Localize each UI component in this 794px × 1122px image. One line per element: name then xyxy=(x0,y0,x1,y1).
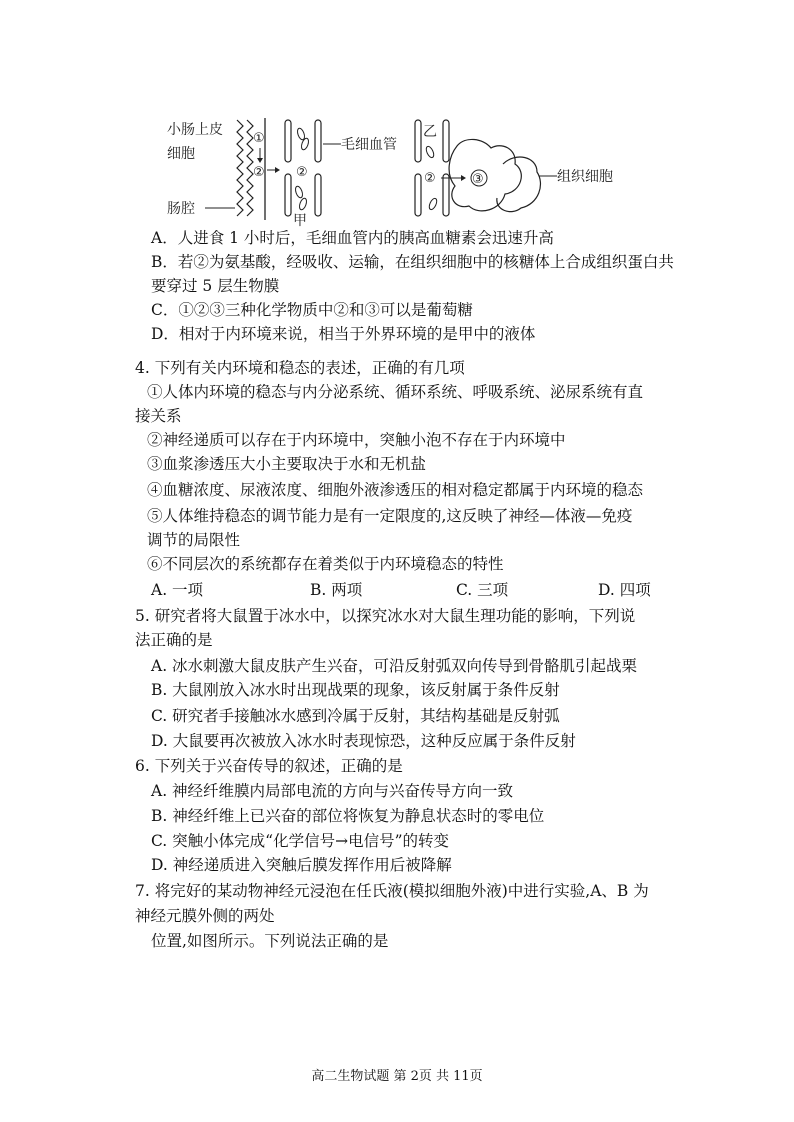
marker-3: ③ xyxy=(472,172,484,187)
red-blood-cell xyxy=(425,145,436,158)
arrowhead-1 xyxy=(257,158,263,163)
q6-option-b: B. 神经纤维上已兴奋的部位将恢复为静息状态时的零电位 xyxy=(151,807,545,825)
red-blood-cell xyxy=(298,197,308,210)
capillary-jia-wall-2 xyxy=(285,174,291,216)
arrowhead-2-left xyxy=(275,167,280,173)
capillary-yi-wall-3 xyxy=(443,120,449,162)
q3-option-c: C．①②③三种化学物质中②和③可以是葡萄糖 xyxy=(151,301,473,319)
q4-stem: 4. 下列有关内环境和稳态的表述，正确的有几项 xyxy=(135,359,465,377)
q6-option-c: C. 突触小体完成“化学信号→电信号”的转变 xyxy=(151,832,449,850)
q6-option-a: A. 神经纤维膜内局部电流的方向与兴奋传导方向一致 xyxy=(151,782,514,800)
q4-option-a: A. 一项 xyxy=(151,581,204,599)
q4-item-3: ③血浆渗透压大小主要取决于水和无机盐 xyxy=(147,455,427,473)
diagram-svg xyxy=(165,112,635,230)
q4-item-2: ②神经递质可以存在于内环境中，突触小泡不存在于内环境中 xyxy=(147,431,566,449)
capillary-yi-wall-2 xyxy=(415,174,421,216)
page-footer: 高二生物试题 第 2页 共 11页 xyxy=(311,1069,483,1084)
q4-option-c: C. 三项 xyxy=(456,581,509,599)
villi-edge-left xyxy=(237,120,243,216)
q6-option-d: D. 神经递质进入突触后膜发挥作用后被降解 xyxy=(151,856,452,874)
capillary-jia-wall-3 xyxy=(315,120,321,162)
q4-item-5: ⑤人体维持稳态的调节能力是有一定限度的,这反映了神经—体液—免疫 xyxy=(147,507,633,525)
marker-1: ① xyxy=(253,131,265,146)
q3-option-b-cont: 要穿过 5 层生物膜 xyxy=(151,277,280,295)
capillary-yi-wall-1 xyxy=(415,120,421,162)
label-small-intestine-cell-1: 小肠上皮 xyxy=(167,122,223,138)
capillary-jia-wall-1 xyxy=(285,120,291,162)
q5-option-a: A. 冰水刺激大鼠皮肤产生兴奋，可沿反射弧双向传导到骨骼肌引起战栗 xyxy=(151,657,638,675)
marker-2-left: ② xyxy=(253,165,265,180)
marker-2-jia: ② xyxy=(296,165,308,180)
label-jia: 甲 xyxy=(293,213,307,229)
q3-option-b: B．若②为氨基酸，经吸收、运输，在组织细胞中的核糖体上合成组织蛋白共 xyxy=(151,253,674,271)
q5-stem-cont: 法正确的是 xyxy=(135,631,213,649)
q7-stem-cont-2: 位置,如图所示。下列说法正确的是 xyxy=(151,932,389,950)
tissue-cell-outline-1 xyxy=(449,139,521,210)
q3-option-a: A．人进食 1 小时后，毛细血管内的胰高血糖素会迅速升高 xyxy=(151,229,554,247)
red-blood-cell xyxy=(294,185,304,198)
label-intestinal-lumen: 肠腔 xyxy=(167,201,195,217)
capillary-jia-wall-4 xyxy=(315,174,321,216)
q5-option-b: B. 大鼠刚放入冰水时出现战栗的现象，该反射属于条件反射 xyxy=(151,681,560,699)
q5-stem: 5. 研究者将大鼠置于冰水中，以探究冰水对大鼠生理功能的影响，下列说 xyxy=(135,607,636,625)
q6-stem: 6. 下列关于兴奋传导的叙述，正确的是 xyxy=(135,757,403,775)
q4-options-row xyxy=(0,578,794,602)
capillary-yi-wall-4 xyxy=(443,174,449,216)
q4-item-1-cont: 接关系 xyxy=(135,407,182,425)
arrowhead-to-tissue xyxy=(461,175,466,181)
q4-item-6: ⑥不同层次的系统都存在着类似于内环境稳态的特性 xyxy=(147,555,504,573)
red-blood-cell xyxy=(428,197,439,210)
label-capillary: 毛细血管 xyxy=(341,137,397,153)
q7-stem: 7. 将完好的某动物神经元浸泡在任氏液(模拟细胞外液)中进行实验,A、B 为 xyxy=(135,882,649,900)
label-yi: 乙 xyxy=(423,124,437,140)
q5-option-c: C. 研究者手接触冰水感到冷属于反射，其结构基础是反射弧 xyxy=(151,707,560,725)
q7-stem-cont-1: 神经元膜外侧的两处 xyxy=(135,907,275,925)
q4-item-5-cont: 调节的局限性 xyxy=(147,531,241,549)
marker-2-yi: ② xyxy=(424,171,436,186)
intestine-capillary-diagram xyxy=(165,112,635,230)
q4-option-d: D. 四项 xyxy=(598,581,651,599)
label-small-intestine-cell-2: 细胞 xyxy=(167,146,195,162)
q4-item-4: ④血糖浓度、尿液浓度、细胞外液渗透压的相对稳定都属于内环境的稳态 xyxy=(147,481,644,499)
q3-option-d: D．相对于内环境来说，相当于外界环境的是甲中的液体 xyxy=(151,325,536,343)
q5-option-d: D. 大鼠要再次被放入冰水时表现惊恐，这种反应属于条件反射 xyxy=(151,732,576,750)
q4-option-b: B. 两项 xyxy=(310,581,363,599)
q4-item-1: ①人体内环境的稳态与内分泌系统、循环系统、呼吸系统、泌尿系统有直 xyxy=(147,383,644,401)
label-tissue-cell: 组织细胞 xyxy=(557,169,613,185)
